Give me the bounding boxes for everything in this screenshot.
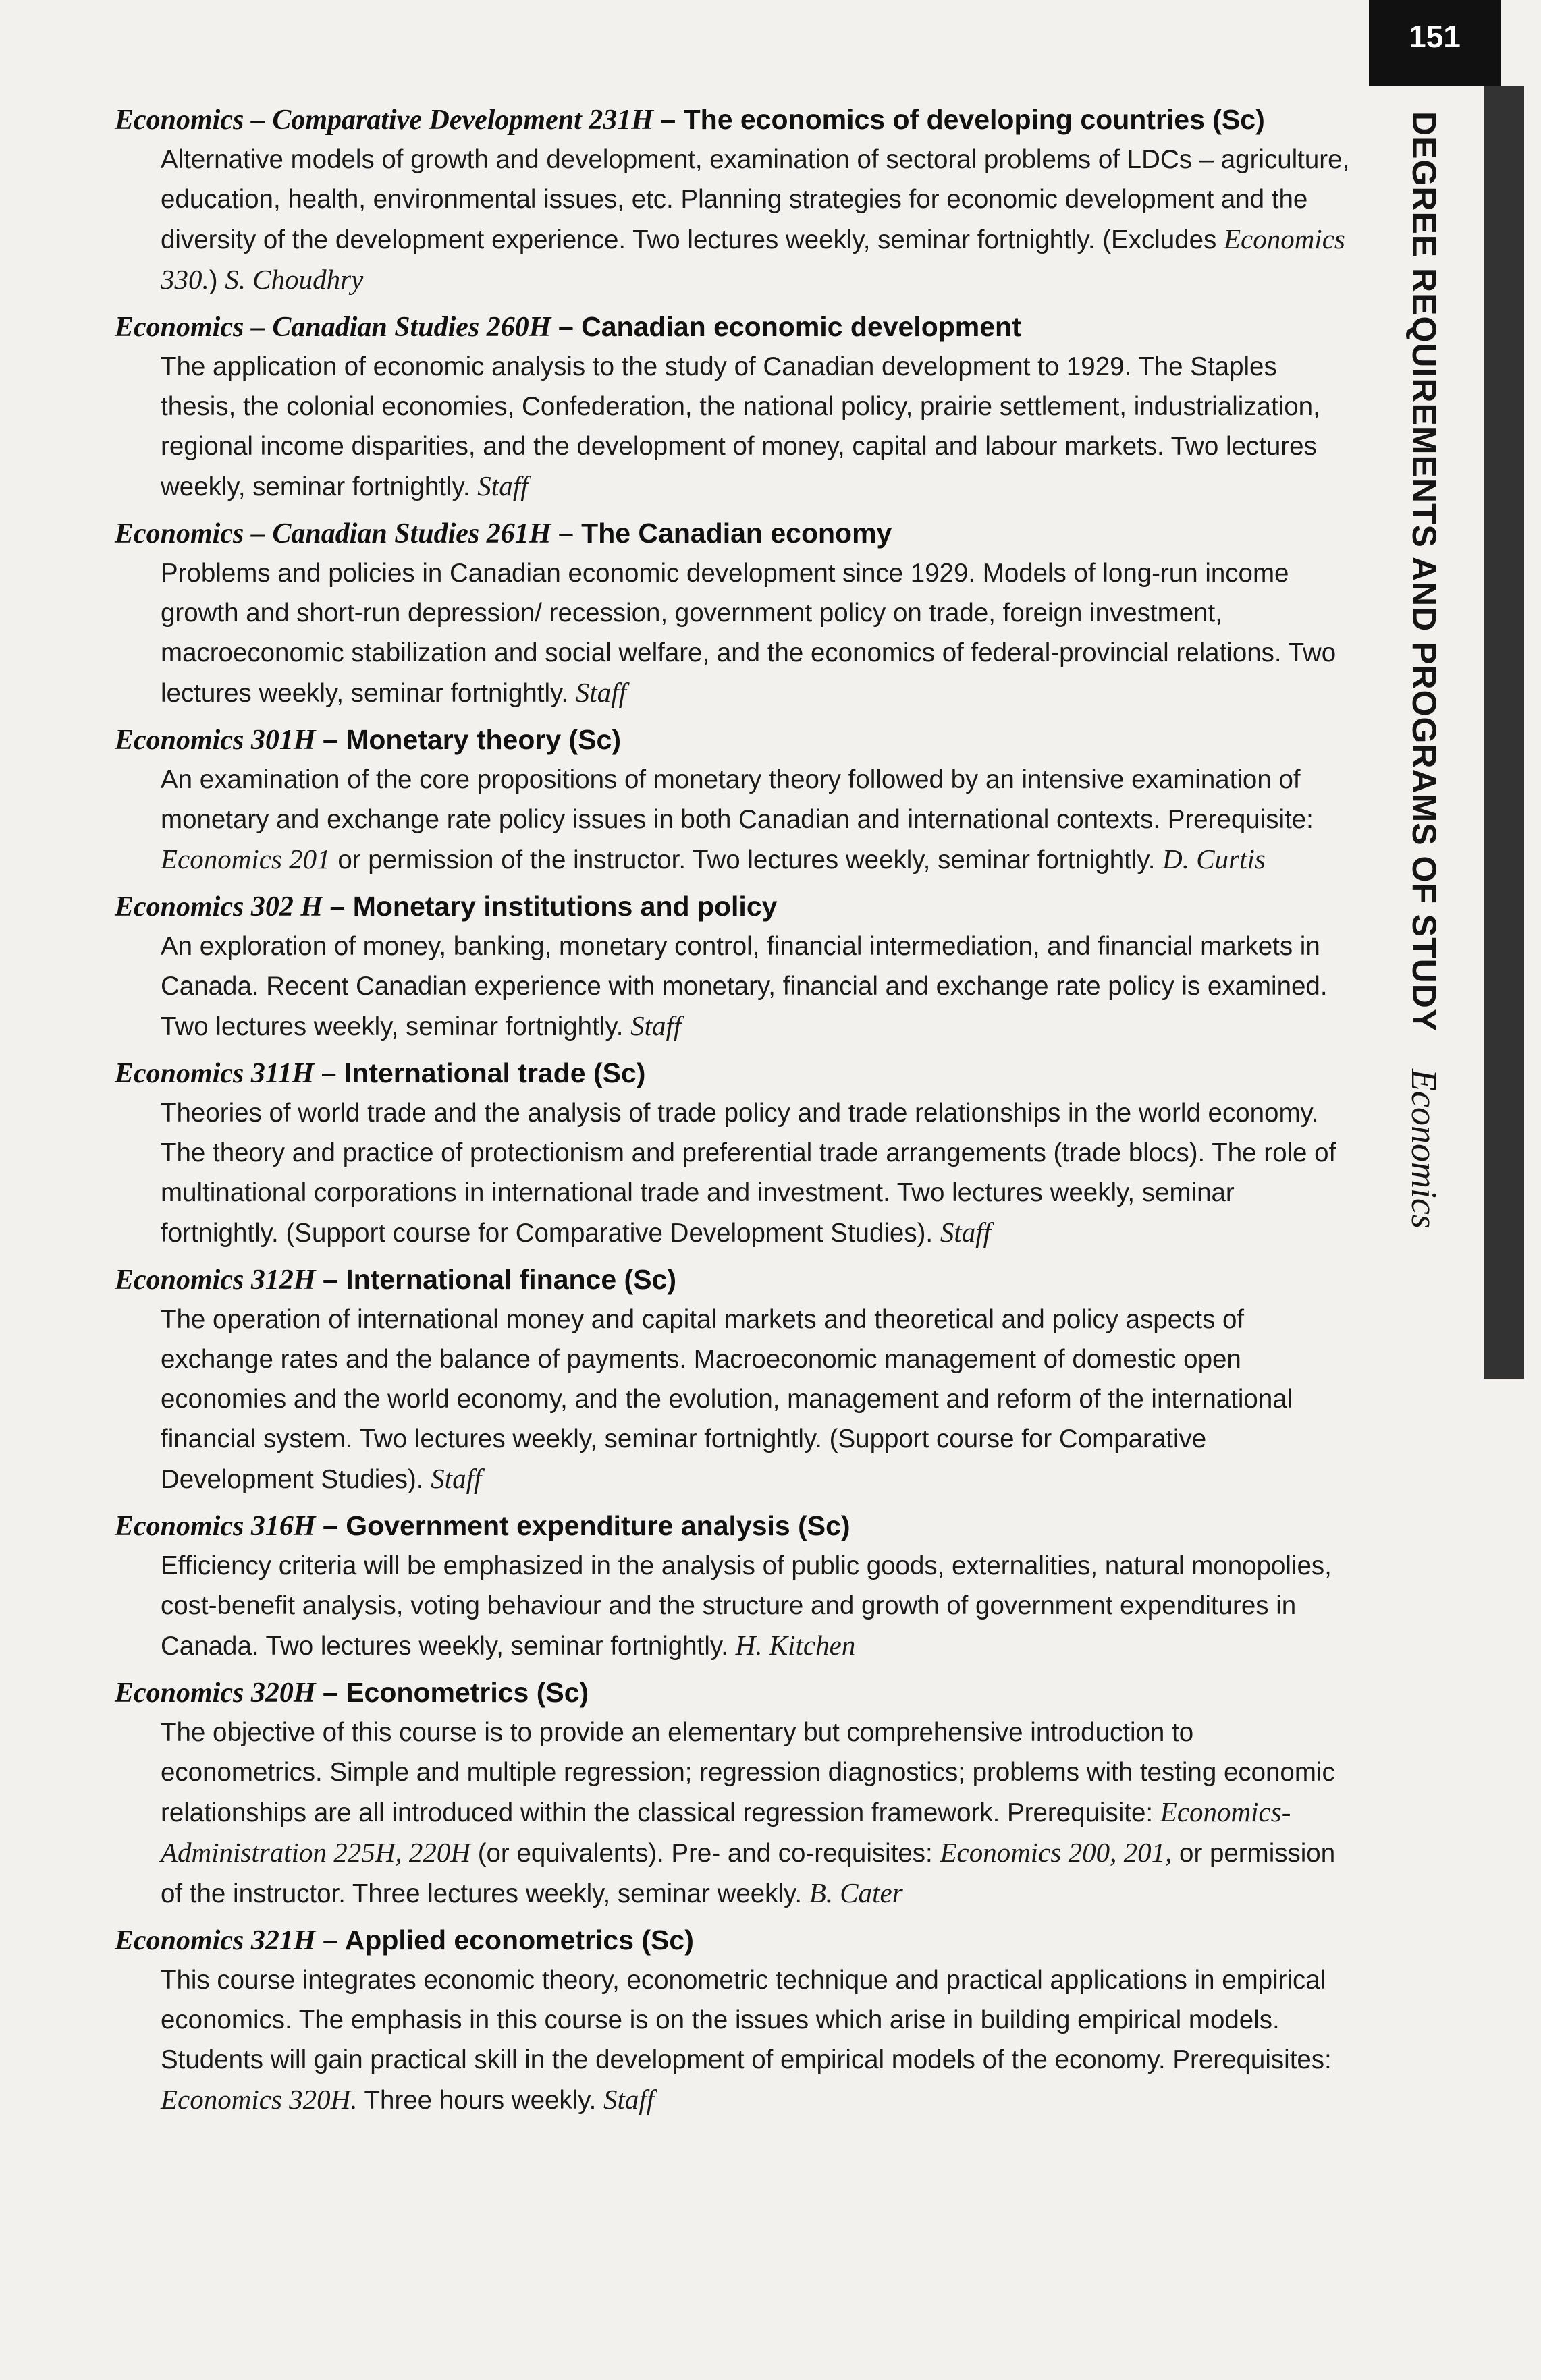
course-desc-text: Alternative models of growth and development, examination of sectoral problems of LDCs – agriculture, education, health, environmental issues, etc. Planning strategies for economic development and the diversity of the development experience. Two lectures weekly, seminar fortnightly. (Excludes (161, 145, 1350, 254)
course-entry (115, 1053, 1350, 1253)
course-code: Economics 302 H (115, 891, 323, 922)
course-entry (115, 514, 1350, 713)
course-name: – Monetary theory (Sc) (323, 724, 622, 755)
course-desc-text: or permission of the instructor. Three lectures weekly, seminar weekly. (161, 1839, 1336, 1908)
course-description (115, 926, 1350, 1047)
course-title (115, 307, 1350, 347)
course-desc-italic: Staff (630, 1010, 682, 1041)
course-description (115, 553, 1350, 713)
course-name: – International trade (Sc) (321, 1057, 646, 1088)
course-name: – Monetary institutions and policy (329, 891, 778, 922)
course-code: Economics – Canadian Studies 260H (115, 312, 551, 343)
course-entry (115, 720, 1350, 880)
course-desc-text: An examination of the core propositions of monetary theory followed by an intensive examination of monetary and exchange rate policy issues in both Canadian and international contexts. Prerequisite: (161, 765, 1314, 834)
course-description (115, 140, 1350, 300)
course-entry (115, 1920, 1350, 2120)
course-desc-italic: Staff (575, 677, 626, 708)
course-desc-text: The application of economic analysis to the study of Canadian development to 1929. The Staples thesis, the colonial economies, Confederation, the national policy, prairie settlement, industrialization, regional income disparities, and the development of money, capital and labour markets. Two lectures weekly, seminar fortnightly. (161, 352, 1320, 501)
course-name: – The economics of developing countries (Sc) (660, 104, 1265, 135)
course-name: – Applied econometrics (Sc) (323, 1925, 694, 1956)
course-desc-italic: Economics-Administration 225H, 220H (161, 1796, 1291, 1868)
course-code: Economics 311H (115, 1058, 315, 1089)
course-title (115, 1506, 1350, 1546)
course-desc-italic: Staff (603, 2084, 655, 2115)
course-desc-text: Three hours weekly. (357, 2086, 604, 2115)
course-title (115, 720, 1350, 760)
course-desc-italic: S. Choudhry (225, 264, 364, 295)
course-desc-italic: Staff (431, 1463, 482, 1494)
course-description (115, 347, 1350, 507)
course-desc-text: This course integrates economic theory, econometric technique and practical applications in empirical economics. The emphasis in this course is on the issues which arise in building empirical models. Students will gain practical skill in the development of empirical models of the economy. Prerequisites: (161, 1966, 1332, 2074)
course-code: Economics 320H (115, 1678, 316, 1709)
course-title (115, 1053, 1350, 1093)
side-running-title (1380, 111, 1468, 1245)
course-list (115, 100, 1350, 2127)
section-subtitle: Economics (1404, 1069, 1444, 1229)
course-desc-italic: Economics 200, 201, (940, 1837, 1172, 1868)
course-desc-italic: Economics 330. (161, 223, 1345, 295)
course-code: Economics 316H (115, 1511, 316, 1542)
course-title (115, 887, 1350, 926)
course-code: Economics 321H (115, 1925, 316, 1956)
course-title (115, 1673, 1350, 1713)
course-desc-italic: B. Cater (809, 1877, 903, 1908)
course-name: – International finance (Sc) (323, 1264, 677, 1295)
course-desc-text: ) (209, 266, 225, 295)
course-description (115, 1093, 1350, 1253)
course-title (115, 1920, 1350, 1960)
course-desc-italic: Economics 320H. (161, 2084, 358, 2115)
course-title (115, 100, 1350, 140)
course-code: Economics – Comparative Development 231H (115, 105, 653, 136)
course-desc-italic: D. Curtis (1162, 843, 1266, 875)
course-name: – The Canadian economy (558, 518, 892, 549)
course-code: Economics 301H (115, 725, 316, 756)
course-entry (115, 1506, 1350, 1666)
course-code: Economics 312H (115, 1265, 316, 1296)
course-desc-text: The operation of international money and capital markets and theoretical and policy aspects of exchange rates and the balance of payments. Macroeconomic management of domestic open economies and the world economy, and the evolution, management and reform of the international financial system. Two lectures weekly, seminar fortnightly. (Support course for Comparative Development Studies). (161, 1305, 1293, 1494)
course-desc-italic: Staff (940, 1217, 991, 1248)
section-title: DEGREE REQUIREMENTS AND PROGRAMS OF STUDY (1405, 111, 1443, 1032)
course-desc-italic: Staff (477, 470, 529, 501)
course-entry (115, 1260, 1350, 1499)
page-number: 151 (1369, 0, 1501, 86)
course-entry (115, 307, 1350, 507)
course-desc-italic: Economics 201 (161, 843, 331, 875)
course-code: Economics – Canadian Studies 261H (115, 518, 551, 549)
side-tab-bar (1484, 86, 1524, 1379)
course-desc-text: Theories of world trade and the analysis of trade policy and trade relationships in the world economy. The theory and practice of protectionism and preferential trade arrangements (trade blocs). The role of multinational corporations in international trade and investment. Two lectures weekly, seminar fortnightly. (Support course for Comparative Development Studies). (161, 1099, 1336, 1248)
course-description (115, 1713, 1350, 1914)
course-name: – Government expenditure analysis (Sc) (323, 1510, 850, 1541)
course-title (115, 1260, 1350, 1300)
course-entry (115, 1673, 1350, 1914)
course-entry (115, 887, 1350, 1047)
course-name: – Canadian economic development (558, 311, 1021, 342)
course-desc-text: The objective of this course is to provide an elementary but comprehensive introduction to econometrics. Simple and multiple regression; regression diagnostics; problems with testing economic relationships are all introduced within the classical regression framework. Prerequisite: (161, 1718, 1335, 1827)
course-desc-text: An exploration of money, banking, monetary control, financial intermediation, and financial markets in Canada. Recent Canadian experience with monetary, financial and exchange rate policy is examined. Two lectures weekly, seminar fortnightly. (161, 932, 1328, 1041)
course-desc-text: Problems and policies in Canadian economic development since 1929. Models of long-run income growth and short-run depression/ recession, government policy on trade, foreign investment, macroeconomic stabilization and social welfare, and the economics of federal-provincial relations. Two lectures weekly, seminar fortnightly. (161, 559, 1336, 708)
course-name: – Econometrics (Sc) (323, 1677, 589, 1708)
course-description (115, 1546, 1350, 1666)
course-title (115, 514, 1350, 553)
course-description (115, 1960, 1350, 2120)
course-desc-italic: H. Kitchen (735, 1630, 856, 1661)
course-description (115, 1300, 1350, 1499)
course-entry (115, 100, 1350, 300)
course-desc-text: or permission of the instructor. Two lectures weekly, seminar fortnightly. (330, 846, 1163, 875)
course-desc-text: (or equivalents). Pre- and co-requisites: (470, 1839, 940, 1868)
course-desc-text: Efficiency criteria will be emphasized in the analysis of public goods, externalities, natural monopolies, cost-benefit analysis, voting behaviour and the structure and growth of government expenditures in Canada. Two lectures weekly, seminar fortnightly. (161, 1551, 1332, 1661)
course-description (115, 760, 1350, 880)
